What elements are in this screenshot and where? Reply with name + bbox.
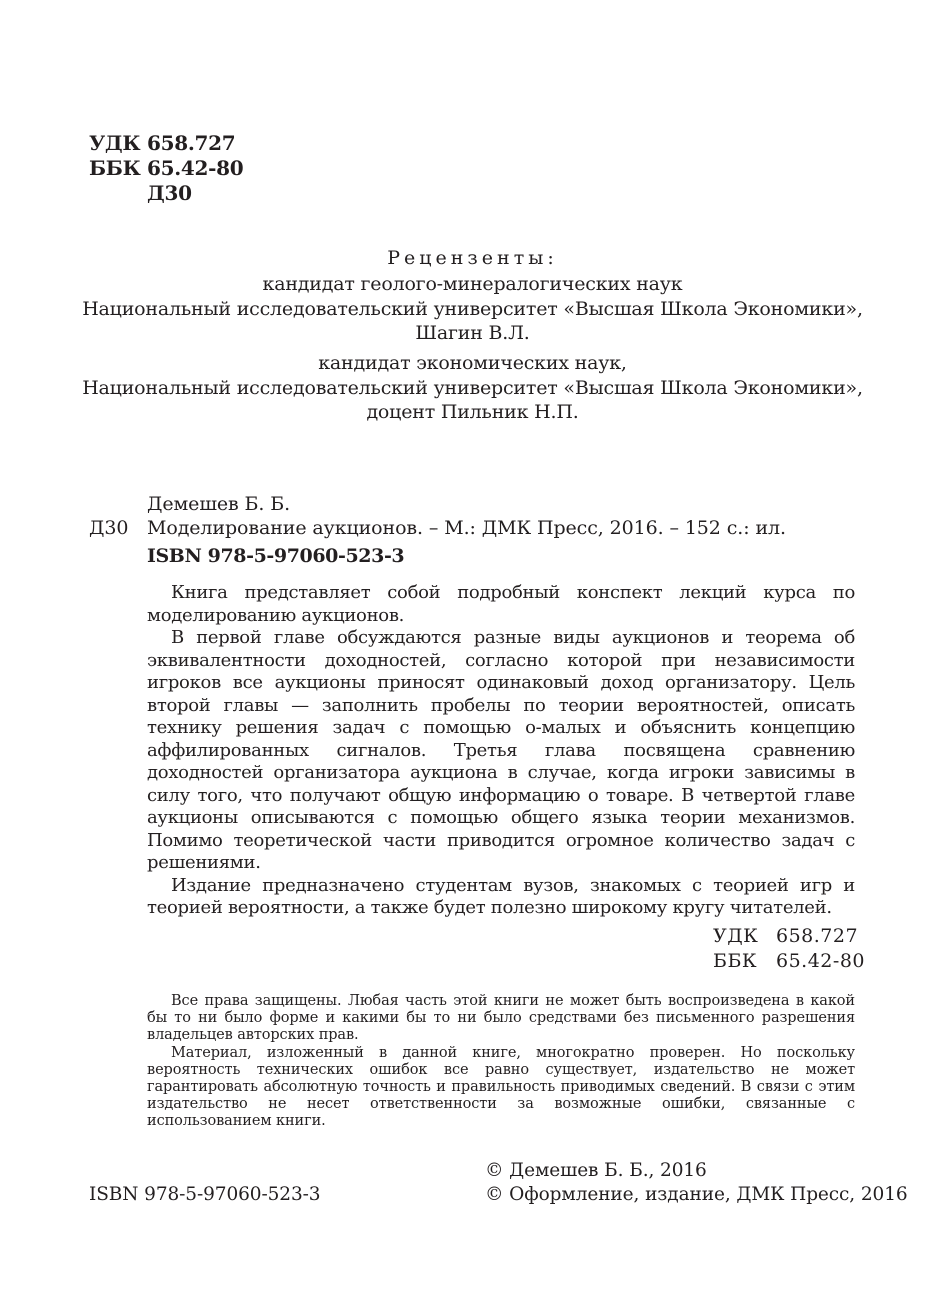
bbk-value: 65.42-80 [147, 156, 244, 180]
reviewer-2-degree: кандидат экономических наук, [318, 352, 627, 374]
reviewer-1-affiliation: Национальный исследовательский университет «Высшая Школа Экономики», [82, 298, 863, 320]
abstract-paragraph-2: В первой главе обсуждаются разные виды аукционов и теорема об эквивалентности доходностей, согласно которой при независимости игроков все аукционы приносят одинаковый доход организатору. Цель второй главы — заполнить пробелы по теории вероятностей, описать технику решения задач с помощью o-малых и объяснить концепцию аффилированных сигналов. Третья глава посвящена сравнению доходностей организатора аукциона в случае, когда игроки зависимы в силу того, что получают общую информацию о товаре. В четвертой главе аукционы описываются с помощью общего языка теории механизмов. Помимо теоретической части приводится огромное количество задач с решениями. [147, 627, 855, 873]
abstract-paragraph-1: Книга представляет собой подробный конспект лекций курса по моделированию аукционов. [147, 582, 855, 626]
bib-author: Демешев Б. Б. [147, 493, 291, 515]
classification-top [0, 130, 945, 208]
bbk-label: ББК [89, 156, 141, 180]
bib-title: Моделирование аукционов. – М.: ДМК Пресс, 2016. – 152 с.: ил. [147, 517, 786, 539]
copyright-author: © Демешев Б. Б., 2016 [485, 1160, 707, 1181]
rights-paragraph-1: Все права защищены. Любая часть этой книги не может быть воспроизведена в какой бы то ни было форме и какими бы то ни было средствами без письменного разрешения владельцев авторских прав. [147, 993, 855, 1044]
bib-isbn: ISBN 978-5-97060-523-3 [147, 545, 405, 567]
rights-paragraph-2: Материал, изложенный в данной книге, многократно проверен. Но поскольку вероятность технических ошибок все равно существует, издательство не может гарантировать абсолютную точность и правильность приводимых сведений. В связи с этим издательство не несет ответственности за возможные ошибки, связанные с использованием книги. [147, 1044, 855, 1130]
bbk-label-bottom: ББК [713, 950, 758, 972]
reviewer-2-affiliation: Национальный исследовательский университет «Высшая Школа Экономики», [82, 377, 863, 399]
copyright-publisher: © Оформление, издание, ДМК Пресс, 2016 [485, 1184, 908, 1205]
bbk-value-bottom: 65.42-80 [776, 950, 865, 972]
udk-label-bottom: УДК [713, 925, 759, 947]
reviewer-1-degree: кандидат геолого-минералогических наук [262, 273, 683, 295]
bib-mark: Д30 [89, 517, 129, 539]
reviewers-heading: Рецензенты: [387, 247, 558, 269]
reviewer-1-name: Шагин В.Л. [415, 322, 530, 344]
footer-isbn: ISBN 978-5-97060-523-3 [89, 1184, 321, 1205]
udk-label: УДК [89, 131, 141, 155]
udk-value: 658.727 [147, 131, 236, 155]
abstract [147, 582, 855, 920]
abstract-paragraph-3: Издание предназначено студентам вузов, знакомых с теорией игр и теорией вероятности, а также будет полезно широкому кругу читателей. [147, 874, 855, 918]
author-mark: Д30 [147, 181, 192, 205]
reviewer-2-name: доцент Пильник Н.П. [366, 401, 579, 423]
udk-value-bottom: 658.727 [776, 925, 859, 947]
rights-notice [147, 993, 855, 1131]
